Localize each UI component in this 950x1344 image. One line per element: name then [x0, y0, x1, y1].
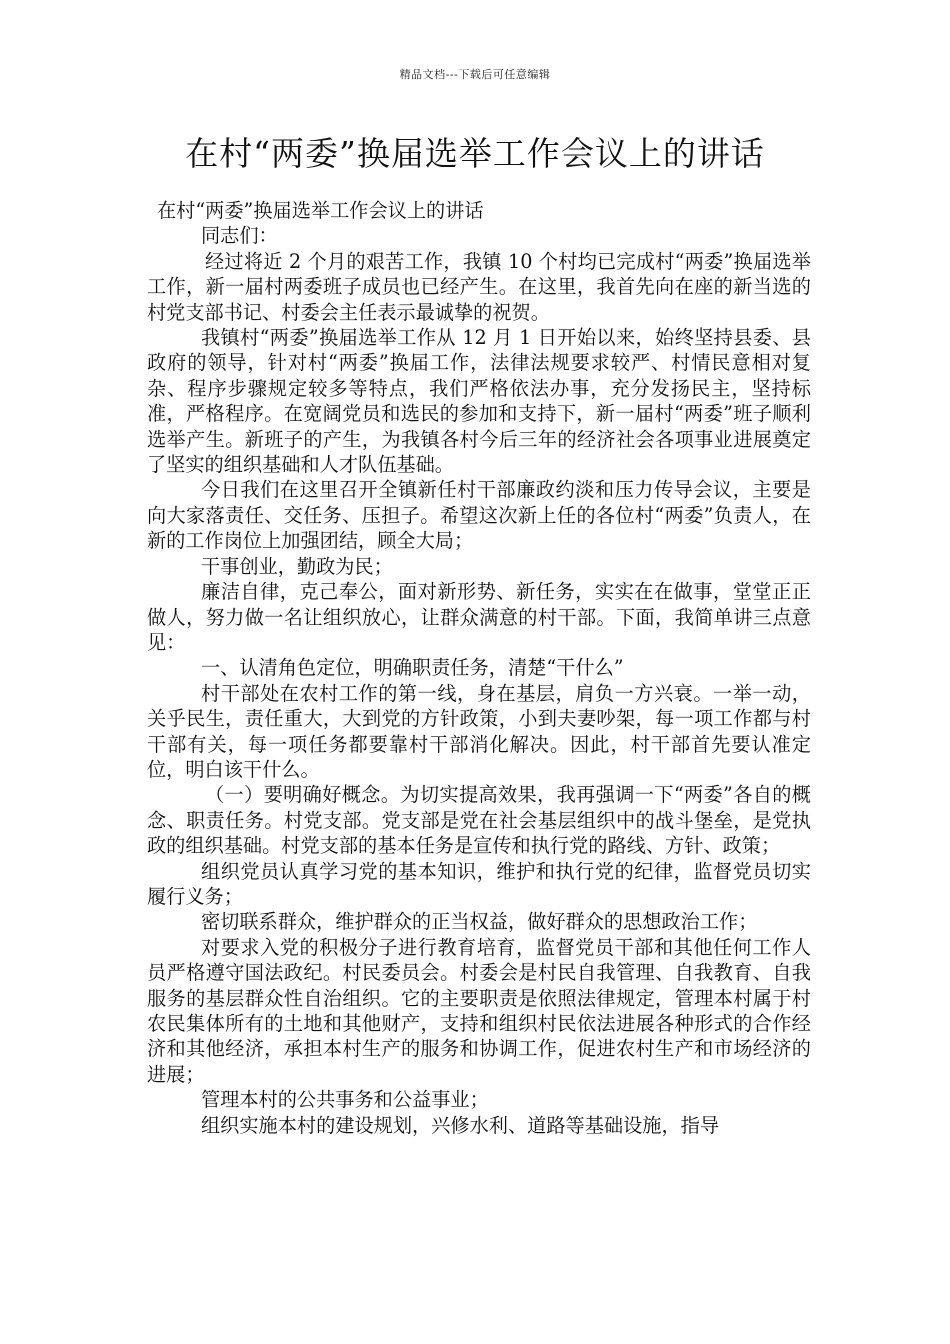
paragraph: 干事创业，勤政为民；: [201, 554, 393, 578]
paragraph: 对要求入党的积极分子进行教育培育，监督党员干部和其他任何工作人员严格遵守国法政纪。村民委员会。村委会是村民自我管理、自我教育、自我服务的基层群众性自治组织。它的主要职责是依照法律规定，管理本村属于村农民集体所有的土地和其他财产，支持和组织村民依法进展各种形式的合作经济和其他经济，承担本村生产的服务和协调工作，促进农村生产和市场经济的进展；: [147, 935, 811, 1086]
section-heading: 一、认清角色定位，明确职责任务，清楚“干什么”: [201, 656, 624, 680]
paragraph: 我镇村“两委”换届选举工作从 12 月 1 日开始以来，始终坚持县委、县政府的领导，针对村“两委”换届工作，法律法规要求较严、村情民意相对复杂、程序步骤规定较多等特点，我们严格依法办事，充分发扬民主，坚持标准，严格程序。在宽阔党员和选民的参加和支持下，新一届村“两委”班子顺利选举产生。新班子的产生，为我镇各村今后三年的经济社会各项事业进展奠定了坚实的组织基础和人才队伍基础。: [147, 326, 811, 477]
document-body: [147, 198, 811, 1138]
paragraph: 密切联系群众，维护群众的正当权益，做好群众的思想政治工作；: [201, 910, 758, 934]
salutation: 同志们：: [201, 224, 278, 248]
paragraph: 今日我们在这里召开全镇新任村干部廉政约淡和压力传导会议，主要是向大家落责任、交任务、压担子。希望这次新上任的各位村“两委”负责人，在新的工作岗位上加强团结，顾全大局；: [147, 478, 811, 553]
paragraph: （一）要明确好概念。为切实提高效果，我再强调一下“两委”各自的概念、职责任务。村党支部。党支部是党在社会基层组织中的战斗堡垒，是党执政的组织基础。村党支部的基本任务是宣传和执行党的路线、方针、政策；: [147, 783, 811, 858]
paragraph: 经过将近 2 个月的艰苦工作，我镇 10 个村均已完成村“两委”换届选举工作，新一届村两委班子成员也已经产生。在这里，我首先向在座的新当选的村党支部书记、村委会主任表示最诚挚的祝贺。: [147, 249, 811, 324]
paragraph: 管理本村的公共事务和公益事业；: [201, 1088, 489, 1112]
body-subtitle: 在村“两委”换届选举工作会议上的讲话: [157, 199, 484, 222]
document-title: 在村“两委”换届选举工作会议上的讲话: [185, 134, 765, 173]
paragraph: 组织党员认真学习党的基本知识，维护和执行党的纪律，监督党员切实履行义务；: [147, 859, 811, 908]
paragraph: 村干部处在农村工作的第一线，身在基层，肩负一方兴衰。一举一动，关乎民生，责任重大，大到党的方针政策，小到夫妻吵架，每一项工作都与村干部有关，每一项任务都要靠村干部消化解决。因此，村干部首先要认准定位，明白该干什么。: [147, 681, 811, 781]
paragraph: 组织实施本村的建设规划，兴修水利、道路等基础设施，指导: [201, 1113, 720, 1137]
page-header: 精品文档---下载后可任意编辑: [399, 68, 551, 81]
paragraph: 廉洁自律，克己奉公，面对新形势、新任务，实实在在做事，堂堂正正做人，努力做一名让组织放心，让群众满意的村干部。下面，我简单讲三点意见：: [147, 580, 811, 654]
